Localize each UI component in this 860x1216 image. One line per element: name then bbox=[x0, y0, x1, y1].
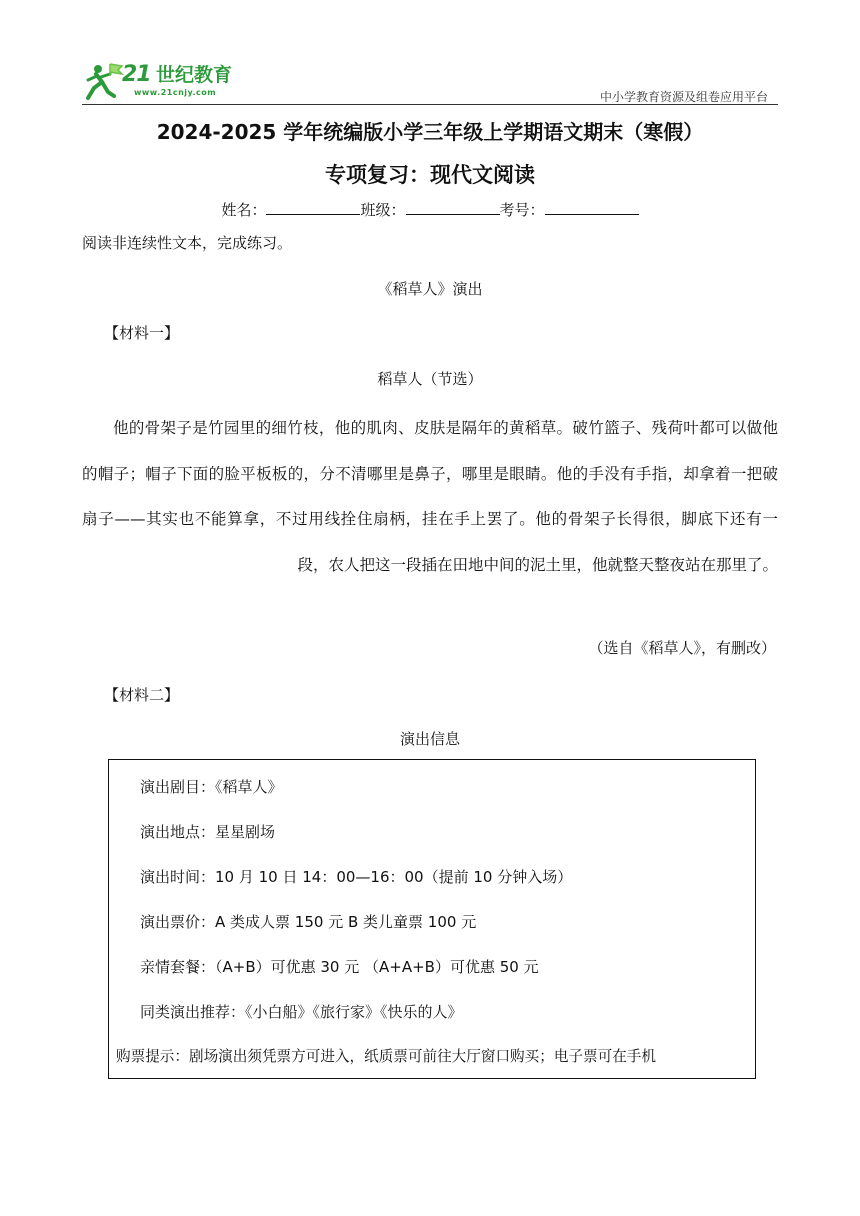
material2-title: 演出信息 bbox=[399, 730, 460, 748]
site-logo bbox=[82, 60, 252, 104]
info-line-package: 亲情套餐：（A+B）可优惠 30 元 （A+A+B）可优惠 50 元 bbox=[140, 958, 539, 976]
material1-text: 他的骨架子是竹园里的细竹枝，他的肌肉、皮肤是隔年的黄稻草。破竹篮子、残荷叶都可以做他的帽子；帽子下面的脸平板板的，分不清哪里是鼻子，哪里是眼睛。他的手没有手指，却拿着一把破扇子——其实也不能算拿，不过用线拴住扇柄，挂在手上罢了。他的骨架子长得很，脚底下还有一段，农人把这一段插在田地中间的泥土里，他就整天整夜站在那里了。 bbox=[82, 419, 778, 574]
exam-no-blank[interactable] bbox=[545, 200, 639, 215]
student-info-line bbox=[0, 199, 860, 221]
class-blank[interactable] bbox=[406, 200, 500, 215]
class-label: 班级： bbox=[360, 201, 406, 219]
document-subtitle: 专项复习：现代文阅读 bbox=[325, 163, 535, 187]
document-title: 2024-2025 学年统编版小学三年级上学期语文期末（寒假） bbox=[156, 120, 704, 144]
info-line-time: 演出时间：10 月 10 日 14：00—16：00（提前 10 分钟入场） bbox=[140, 868, 573, 886]
exam-no-label: 考号： bbox=[499, 201, 545, 219]
material1-source: （选自《稻草人》，有删改） bbox=[588, 639, 776, 657]
platform-tagline: 中小学教育资源及组卷应用平台 bbox=[599, 90, 768, 104]
material2-label: 【材料二】 bbox=[104, 686, 180, 704]
passage-title: 《稻草人》演出 bbox=[377, 280, 483, 298]
logo-url: www.21cnjy.com bbox=[134, 88, 217, 97]
instruction: 阅读非连续性文本，完成练习。 bbox=[82, 234, 293, 252]
name-blank[interactable] bbox=[266, 200, 360, 215]
name-label: 姓名： bbox=[221, 201, 267, 219]
info-line-program: 演出剧目：《稻草人》 bbox=[140, 778, 283, 796]
header-divider bbox=[82, 104, 778, 105]
material1-title: 稻草人（节选） bbox=[377, 370, 483, 388]
logo-number: 21 bbox=[122, 62, 151, 87]
info-line-recommend: 同类演出推荐：《小白船》《旅行家》《快乐的人》 bbox=[140, 1003, 463, 1021]
info-line-venue: 演出地点：星星剧场 bbox=[140, 823, 276, 841]
performance-info-box bbox=[108, 759, 756, 1079]
material1-label: 【材料一】 bbox=[104, 324, 180, 342]
info-line-ticket-tip: 购票提示：剧场演出须凭票方可进入，纸质票可前往大厅窗口购买；电子票可在手机 bbox=[116, 1048, 656, 1065]
info-line-price: 演出票价：A 类成人票 150 元 B 类儿童票 100 元 bbox=[140, 913, 477, 931]
logo-chinese: 世纪教育 bbox=[156, 64, 233, 86]
runner-flag-icon bbox=[82, 62, 124, 102]
